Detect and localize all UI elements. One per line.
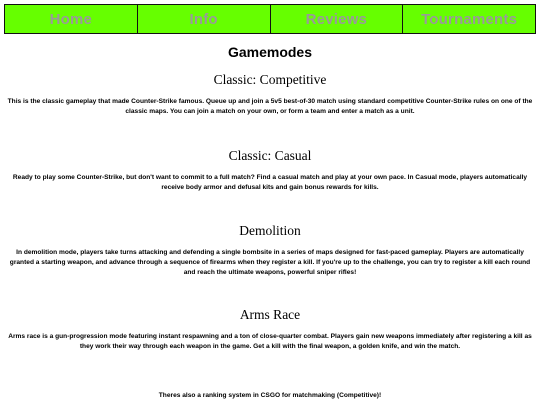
section-description-classic-competitive: This is the classic gameplay that made Counter-Strike famous. Queue up and join a 5v5 best-of-30 match using standard competitive Counter-Strike rules on one of the classic maps. You can join a match on your own, or form a team and enter a match as a unit. — [7, 98, 533, 115]
nav-reviews-link[interactable]: Reviews — [271, 5, 404, 33]
page-title: Gamemodes — [227, 44, 313, 60]
main-nav — [4, 4, 536, 34]
ranking-note: Theres also a ranking system in CSGO for matchmaking (Competitive)! — [158, 392, 382, 399]
nav-home-link[interactable]: Home — [5, 5, 138, 33]
section-title-demolition: Demolition — [239, 223, 301, 238]
section-description-classic-casual: Ready to play some Counter-Strike, but don't want to commit to a full match? Find a casual match and play at your own pace. In Casual mode, players automatically receive body armor and defusal kits and gain bonus rewards for kills. — [12, 174, 528, 191]
section-description-demolition: In demolition mode, players take turns attacking and defending a single bombsite in a series of maps designed for fast-paced gameplay. Players are automatically granted a starting weapon, and advance through a sequence of firearms when they register a kill. If you're up to the challenge, you can try to register a kill each round and reach the ultimate weapons, powerful sniper rifles! — [9, 249, 531, 276]
nav-info-link[interactable]: Info — [138, 5, 271, 33]
section-title-classic-casual: Classic: Casual — [228, 148, 312, 163]
section-title-arms-race: Arms Race — [239, 307, 301, 322]
nav-tournaments-link[interactable]: Tournaments — [421, 10, 518, 28]
section-description-arms-race: Arms race is a gun-progression mode featuring instant respawning and a ton of close-quarter combat. Players gain new weapons immediately after registering a kill as they work their way through each weapon in the game. Get a kill with the final weapon, a golden knife, and win the match. — [8, 333, 532, 350]
section-title-classic-competitive: Classic: Competitive — [213, 72, 327, 87]
